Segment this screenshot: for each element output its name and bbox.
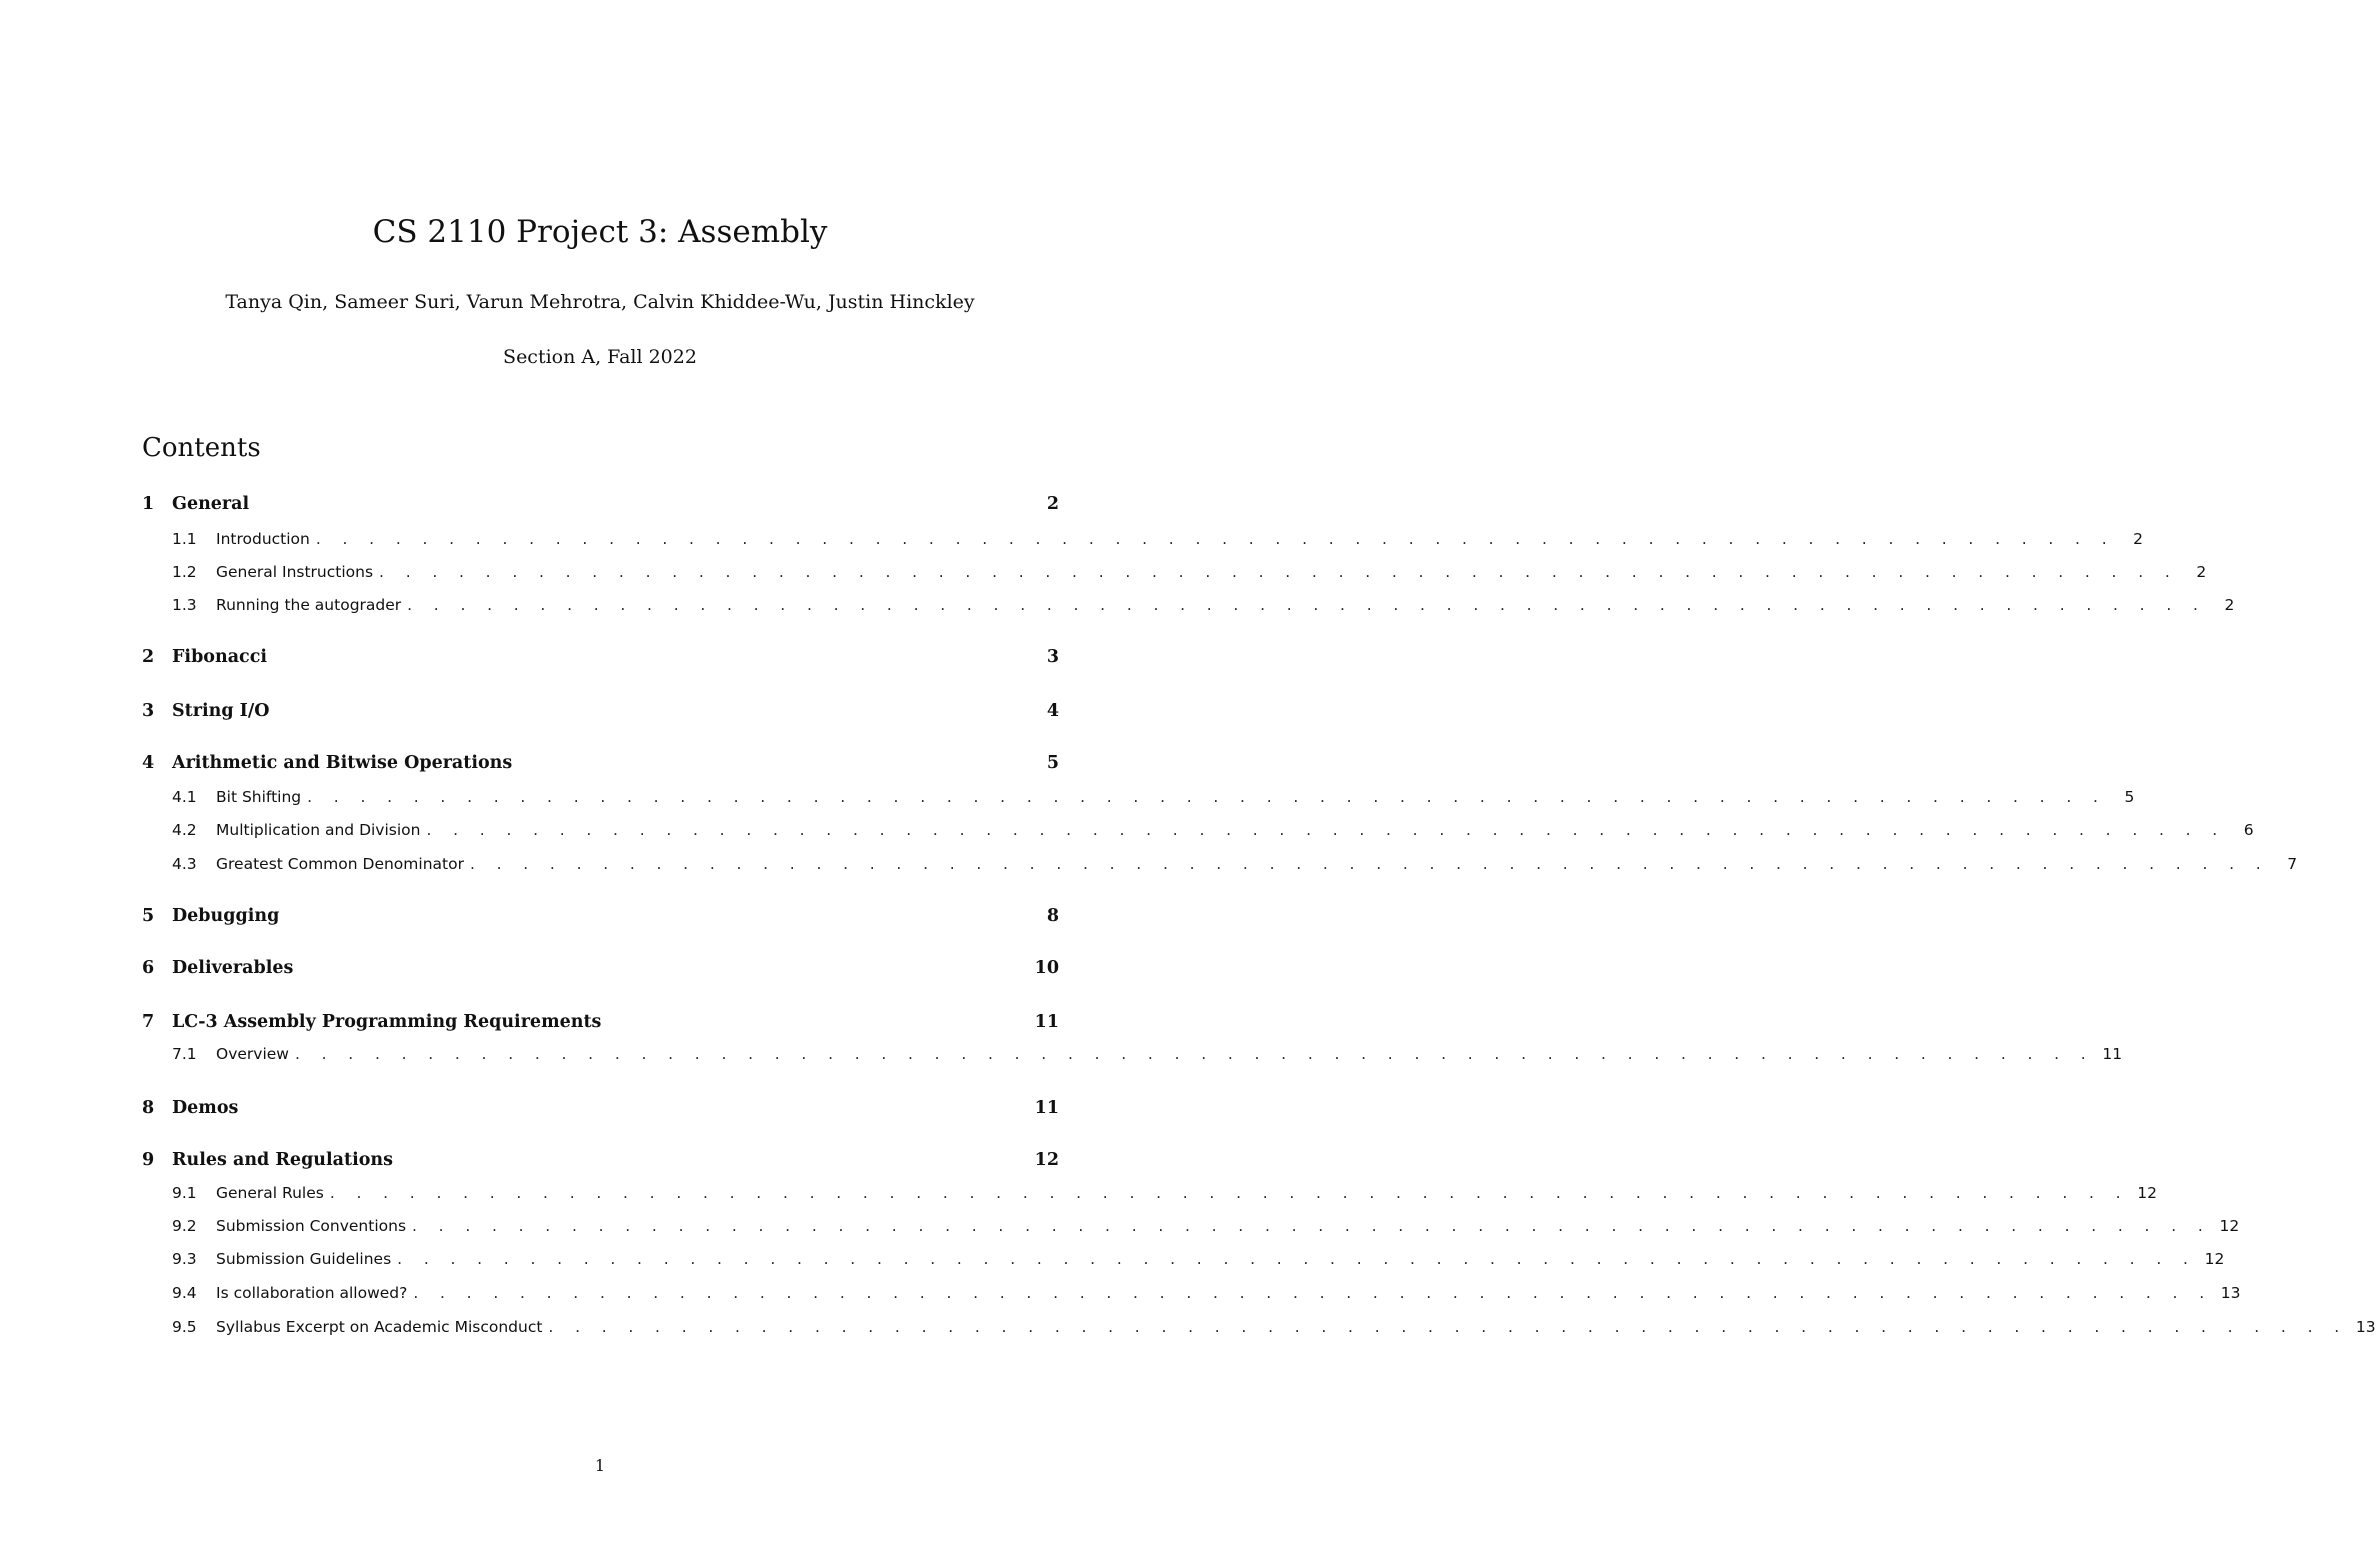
toc-section-fibonacci[interactable] [142,644,1059,670]
toc-subsection-page: 2 [2196,563,2207,581]
toc-subsection-number: 1.1 [172,530,197,548]
toc-dot-leader: . . . . . . . . . . . . . . . . . . . . . . . . . . . . . . . . . . . . . . . . . . . . . . . . . . . . . . . . . . . . . . . . . . . . [413,1284,2213,1302]
toc-dot-leader: . . . . . . . . . . . . . . . . . . . . . . . . . . . . . . . . . . . . . . . . . . . . . . . . . . . . . . . . . . . . . . . . . . . . [548,1318,2348,1336]
toc-section-title: Rules and Regulations [172,1150,393,1170]
toc-dot-leader: . . . . . . . . . . . . . . . . . . . . . . . . . . . . . . . . . . . . . . . . . . . . . . . . . . . . . . . . . . . . . . . . . . . . [407,596,2207,614]
toc-subsection-page: 13 [2220,1284,2241,1302]
toc-section-arithmetic-bitwise[interactable] [142,750,1059,776]
toc-section-lc3-requirements[interactable] [142,1009,1059,1035]
toc-subsection-academic-misconduct[interactable] [142,1314,2376,1340]
toc-subsection-page: 11 [2102,1045,2123,1063]
toc-subsection-number: 9.4 [172,1284,197,1302]
toc-section-number: 9 [142,1150,155,1170]
toc-section-title: Demos [172,1098,239,1118]
toc-section-number: 1 [142,494,155,514]
toc-dot-leader: . . . . . . . . . . . . . . . . . . . . . . . . . . . . . . . . . . . . . . . . . . . . . . . . . . . . . . . . . . . . . . . . . . . . [329,1184,2129,1202]
toc-subsection-title: Submission Guidelines [216,1250,392,1268]
toc-section-title: Debugging [172,906,280,926]
toc-section-number: 4 [142,753,155,773]
toc-section-title: Fibonacci [172,647,268,667]
toc-dot-leader: . . . . . . . . . . . . . . . . . . . . . . . . . . . . . . . . . . . . . . . . . . . . . . . . . . . . . . . . . . . . . . . . . . . . [315,530,2116,548]
toc-subsection-running-autograder[interactable] [142,592,2235,618]
toc-subsection-multiplication-division[interactable] [142,817,2254,843]
toc-subsection-number: 7.1 [172,1045,197,1063]
document-authors: Tanya Qin, Sameer Suri, Varun Mehrotra, Calvin Khiddee-Wu, Justin Hinckley [225,291,975,313]
toc-subsection-title: Introduction [216,530,310,548]
toc-section-title: LC-3 Assembly Programming Requirements [172,1012,602,1032]
toc-subsection-number: 9.5 [172,1318,197,1336]
toc-subsection-number: 9.1 [172,1184,197,1202]
document-date: Section A, Fall 2022 [503,346,697,368]
toc-subsection-general-rules[interactable] [142,1180,2157,1206]
toc-section-page: 12 [1034,1150,1059,1170]
toc-dot-leader: . . . . . . . . . . . . . . . . . . . . . . . . . . . . . . . . . . . . . . . . . . . . . . . . . . . . . . . . . . . . . . . . . . . . [379,563,2179,581]
toc-subsection-page: 12 [2219,1217,2240,1235]
toc-subsection-title: General Rules [216,1184,324,1202]
toc-section-general[interactable] [142,491,1059,517]
toc-subsection-introduction[interactable] [142,526,2144,552]
toc-section-page: 11 [1034,1012,1059,1032]
toc-section-page: 11 [1034,1098,1059,1118]
toc-subsection-page: 12 [2137,1184,2157,1202]
table-of-contents [142,0,2376,1553]
toc-subsection-title: Greatest Common Denominator [216,855,464,873]
toc-subsection-page: 7 [2287,855,2298,873]
toc-section-title: Arithmetic and Bitwise Operations [172,753,513,773]
toc-section-demos[interactable] [142,1095,1059,1121]
toc-dot-leader: . . . . . . . . . . . . . . . . . . . . . . . . . . . . . . . . . . . . . . . . . . . . . . . . . . . . . . . . . . . . . . . . . . . . [426,821,2226,839]
toc-section-number: 8 [142,1098,155,1118]
toc-subsection-title: Is collaboration allowed? [216,1284,408,1302]
toc-subsection-number: 1.2 [172,563,197,581]
toc-subsection-title: Submission Conventions [216,1217,407,1235]
toc-subsection-title: Overview [216,1045,289,1063]
toc-section-title: General [172,494,250,514]
toc-subsection-title: Bit Shifting [216,788,302,806]
toc-section-string-io[interactable] [142,698,1059,724]
contents-heading: Contents [142,433,261,463]
toc-section-number: 3 [142,701,155,721]
toc-section-title: String I/O [172,701,270,721]
toc-subsection-number: 9.3 [172,1250,197,1268]
toc-subsection-page: 6 [2243,821,2254,839]
toc-dot-leader: . . . . . . . . . . . . . . . . . . . . . . . . . . . . . . . . . . . . . . . . . . . . . . . . . . . . . . . . . . . . . . . . . . . . [307,788,2107,806]
document-title: CS 2110 Project 3: Assembly [372,214,828,250]
toc-section-page: 2 [1046,494,1059,514]
toc-subsection-title: Multiplication and Division [216,821,421,839]
toc-subsection-gcd[interactable] [142,851,2298,877]
toc-subsection-number: 9.2 [172,1217,197,1235]
toc-section-rules-regulations[interactable] [142,1147,1059,1173]
toc-subsection-title: General Instructions [216,563,374,581]
toc-subsection-page: 5 [2124,788,2135,806]
toc-dot-leader: . . . . . . . . . . . . . . . . . . . . . . . . . . . . . . . . . . . . . . . . . . . . . . . . . . . . . . . . . . . . . . . . . . . . [397,1250,2197,1268]
toc-section-number: 5 [142,906,155,926]
toc-dot-leader: . . . . . . . . . . . . . . . . . . . . . . . . . . . . . . . . . . . . . . . . . . . . . . . . . . . . . . . . . . . . . . . . . . . . [412,1217,2212,1235]
toc-subsection-page: 13 [2355,1318,2376,1336]
toc-dot-leader: . . . . . . . . . . . . . . . . . . . . . . . . . . . . . . . . . . . . . . . . . . . . . . . . . . . . . . . . . . . . . . . . . . . . [294,1045,2095,1063]
toc-subsection-number: 1.3 [172,596,197,614]
toc-section-number: 2 [142,647,155,667]
toc-subsection-submission-guidelines[interactable] [142,1246,2225,1272]
toc-subsection-collaboration[interactable] [142,1280,2241,1306]
toc-section-page: 5 [1046,753,1059,773]
toc-dot-leader: . . . . . . . . . . . . . . . . . . . . . . . . . . . . . . . . . . . . . . . . . . . . . . . . . . . . . . . . . . . . . . . . . . . . [469,855,2270,873]
toc-subsection-bit-shifting[interactable] [142,784,2135,810]
toc-section-number: 7 [142,1012,155,1032]
toc-subsection-title: Syllabus Excerpt on Academic Misconduct [216,1318,543,1336]
toc-section-number: 6 [142,958,155,978]
toc-section-page: 3 [1046,647,1059,667]
page-number: 1 [594,1456,606,1475]
toc-subsection-number: 4.1 [172,788,197,806]
toc-subsection-general-instructions[interactable] [142,559,2207,585]
toc-subsection-number: 4.3 [172,855,197,873]
toc-subsection-submission-conventions[interactable] [142,1213,2240,1239]
toc-section-page: 10 [1034,958,1059,978]
toc-subsection-page: 12 [2204,1250,2225,1268]
toc-section-deliverables[interactable] [142,955,1059,981]
toc-section-page: 8 [1046,906,1059,926]
toc-subsection-title: Running the autograder [216,596,402,614]
toc-section-page: 4 [1046,701,1059,721]
toc-section-debugging[interactable] [142,903,1059,929]
toc-section-title: Deliverables [172,958,294,978]
toc-subsection-overview[interactable] [142,1041,2123,1067]
toc-subsection-number: 4.2 [172,821,197,839]
toc-subsection-page: 2 [2133,530,2144,548]
toc-subsection-page: 2 [2224,596,2235,614]
